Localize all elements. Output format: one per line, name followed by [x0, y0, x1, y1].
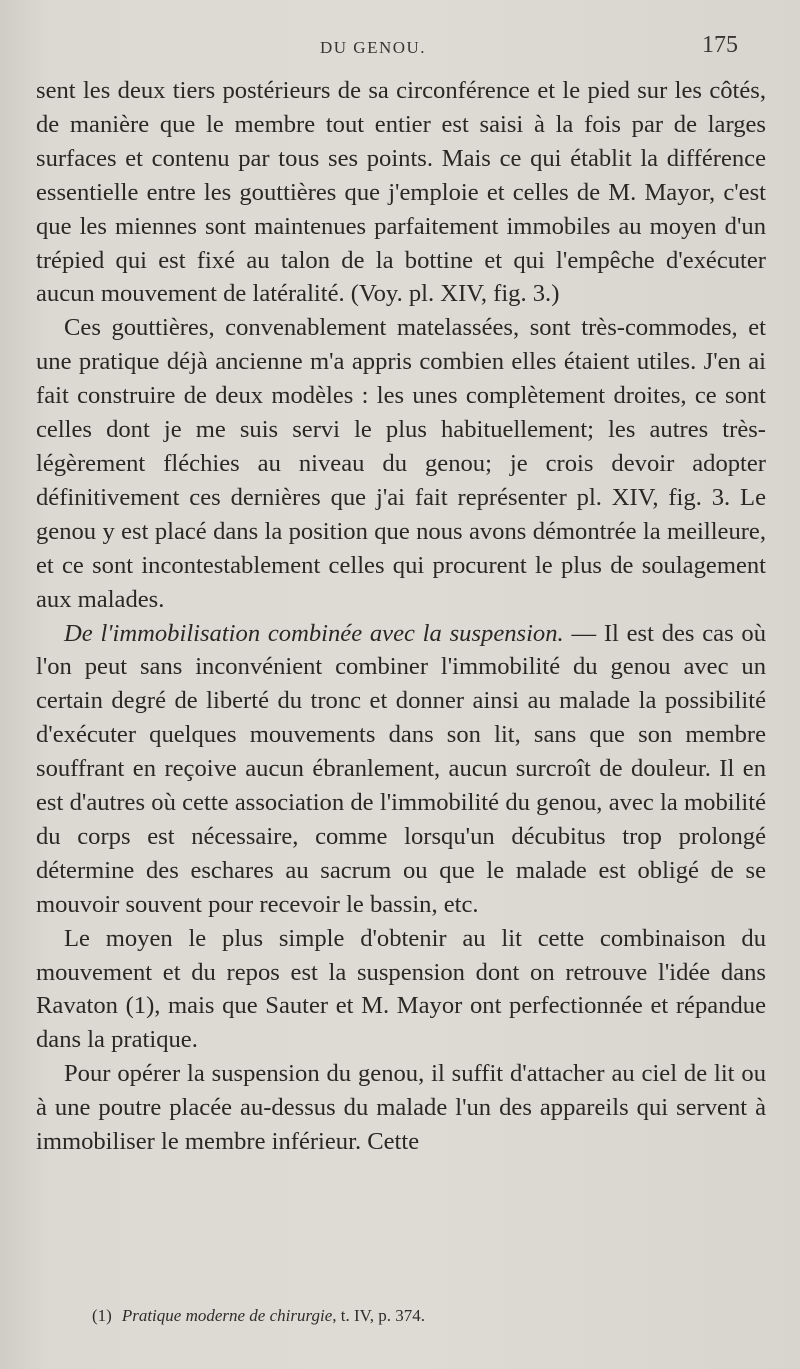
footnote-title: Pratique moderne de chirurgie — [121, 1306, 333, 1325]
section-heading: De l'immobilisation combinée avec la suspension. — [64, 619, 564, 647]
paragraph-2: Ces gouttières, convenablement matelassées, sont très-commodes, et une pratique déjà ancienne m'a appris combien elles étaient utiles. J'en ai fait construire de deux modèles : les unes complètement droites, ce sont celles dont je me suis servi le plus habituellement; les autres très-légèrement fléchies au niveau du genou; je crois devoir adopter définitivement ces dernières que j'ai fait représenter pl. XIV, fig. 3. Le genou y est placé dans la position que nous avons démontrée la meilleure, et ce sont incontestablement celles qui procurent le plus de soulagement aux malades. — [36, 314, 766, 613]
footnote-marker: (1) — [92, 1306, 112, 1325]
footnote — [92, 1306, 425, 1326]
running-title: DU GENOU. — [320, 38, 427, 57]
paragraph-3 — [36, 617, 766, 922]
paragraph-5: Pour opérer la suspension du genou, il suffit d'attacher au ciel de lit ou à une poutre placée au-dessus du malade l'un des appareils qui servent à immobiliser le membre inférieur. Cette — [36, 1060, 766, 1156]
footnote-rest: , t. IV, p. 374. — [332, 1306, 425, 1325]
paragraph-3-text: — Il est des cas où l'on peut sans inconvénient combiner l'immobilité du genou avec un certain degré de liberté du tronc et donner ainsi au malade la possibilité d'exécuter quelques mouvements dans son lit, sans que son membre souffrant en reçoive aucun ébranlement, aucun surcroît de douleur. Il en est d'autres où cette association de l'immobilité du genou, avec la mobilité du corps est nécessaire, comme lorsqu'un décubitus trop prolongé détermine des eschares au sacrum ou que le malade est obligé de se mouvoir souvent pour recevoir le bassin, etc. — [36, 619, 767, 918]
page-number: 175 — [702, 32, 738, 58]
paragraph-1: sent les deux tiers postérieurs de sa circonférence et le pied sur les côtés, de manière que le membre tout entier est saisi à la fois par de larges surfaces et contenu par tous ses points. Mais ce qui établit la différence essentielle entre les gouttières que j'emploie et celles de M. Mayor, c'est que les miennes sont maintenues parfaitement immobiles au moyen d'un trépied qui est fixé au talon de la bottine et qui l'empêche d'exécuter aucun mouvement de latéralité. (Voy. pl. XIV, fig. 3.) — [36, 77, 766, 308]
paragraph-4: Le moyen le plus simple d'obtenir au lit cette combinaison du mouvement et du repos est la suspension dont on retrouve l'idée dans Ravaton (1), mais que Sauter et M. Mayor ont perfectionnée et répandue dans la pratique. — [36, 924, 766, 1054]
body-text — [36, 74, 766, 1159]
running-header — [0, 30, 800, 64]
